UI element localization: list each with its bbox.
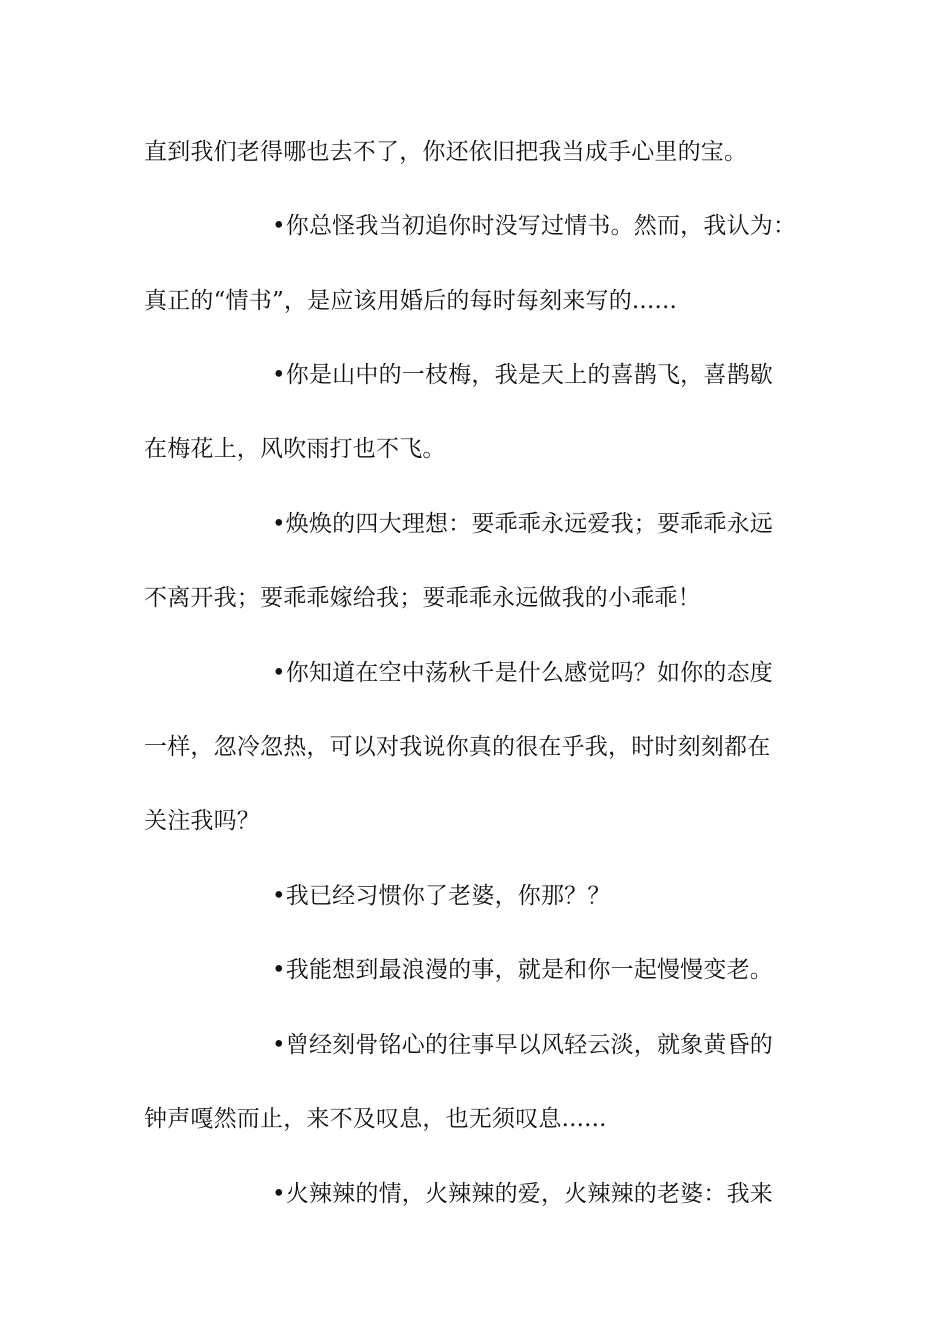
bullet-line: •我能想到最浪漫的事，就是和你一起慢慢变老。	[272, 957, 773, 983]
text-line: 不离开我；要乖乖嫁给我；要乖乖永远做我的小乖乖！	[144, 585, 701, 611]
bullet-line: •你总怪我当初追你时没写过情书。然而，我认为：	[272, 213, 797, 239]
bullet-line: •曾经刻骨铭心的往事早以风轻云淡，就象黄昏的	[272, 1032, 773, 1058]
bullet-line: •你知道在空中荡秋千是什么感觉吗？如你的态度	[272, 660, 773, 686]
bullet-line: •我已经习惯你了老婆，你那？？	[272, 883, 611, 909]
text-line: 钟声嘎然而止，来不及叹息，也无须叹息......	[144, 1106, 607, 1132]
bullet-line: •焕焕的四大理想：要乖乖永远爱我；要乖乖永远	[272, 511, 773, 537]
text-line: 在梅花上，风吹雨打也不飞。	[144, 436, 446, 462]
text-line: 关注我吗？	[144, 808, 260, 834]
text-line: 真正的“情书”，是应该用婚后的每时每刻来写的......	[144, 288, 677, 314]
text-line: 一样，忽冷忽热，可以对我说你真的很在乎我，时时刻刻都在	[144, 734, 771, 760]
bullet-line: •火辣辣的情，火辣辣的爱，火辣辣的老婆：我来	[272, 1181, 773, 1207]
bullet-line: •你是山中的一枝梅，我是天上的喜鹊飞，喜鹊歇	[272, 362, 773, 388]
text-line: 直到我们老得哪也去不了，你还依旧把我当成手心里的宝。	[144, 139, 748, 165]
